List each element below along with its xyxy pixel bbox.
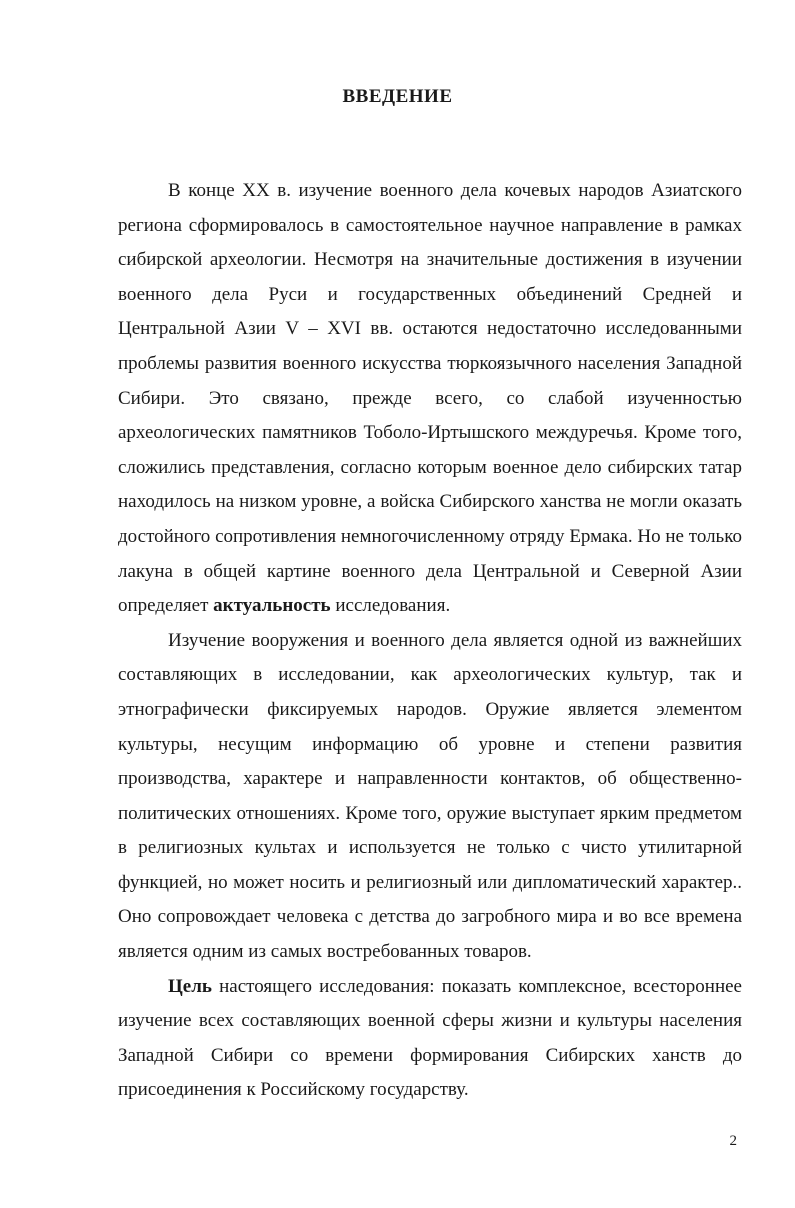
keyword-goal: Цель: [168, 975, 212, 997]
document-body: [118, 174, 742, 1108]
page-heading: ВВЕДЕНИЕ: [342, 86, 453, 107]
paragraph-weapons-study-text: Изучение вооружения и военного дела является одной из важнейших составляющих в исследовании, как археологических культур, так и этнографически фиксируемых народов. Оружие является элементом культуры, несущим информацию об уровне и степени развития производства, характере и направленности контактов, об общественно-политических отношениях. Кроме того, оружие выступает ярким предметом в религиозных культах и используется не только с чисто утилитарной функцией, но может носить и религиозный или дипломатический характер.. Оно сопровождает человека с детства до загробного мира и во все времена является одним из самых востребованных товаров.: [118, 629, 742, 963]
paragraph-relevance: [118, 174, 742, 624]
keyword-relevance: актуальность: [213, 595, 331, 617]
paragraph-relevance-tail: исследования.: [330, 595, 451, 617]
paragraph-goal-text: настоящего исследования: показать комплексное, всестороннее изучение всех составляющих военной сферы жизни и культуры населения Западной Сибири со времени формирования Сибирских ханств до присоединения к Российскому государству.: [118, 975, 742, 1101]
paragraph-relevance-text: В конце XX в. изучение военного дела кочевых народов Азиатского региона сформировалось в самостоятельное научное направление в рамках сибирской археологии. Несмотря на значительные достижения в изучении военного дела Руси и государственных объединений Средней и Центральной Азии V – XVI вв. остаются недостаточно исследованными проблемы развития военного искусства тюркоязычного населения Западной Сибири. Это связано, прежде всего, со слабой изученностью археологических памятников Тоболо-Иртышского междуречья. Кроме того, сложились представления, согласно которым военное дело сибирских татар находилось на низком уровне, а войска Сибирского ханства не могли оказать достойного сопротивления немногочисленному отряду Ермака. Но не только лакуна в общей картине военного дела Центральной и Северной Азии определяет: [118, 180, 742, 617]
paragraph-weapons-study: [118, 624, 742, 970]
paragraph-goal: [118, 970, 742, 1108]
page-number: 2: [729, 1133, 737, 1149]
